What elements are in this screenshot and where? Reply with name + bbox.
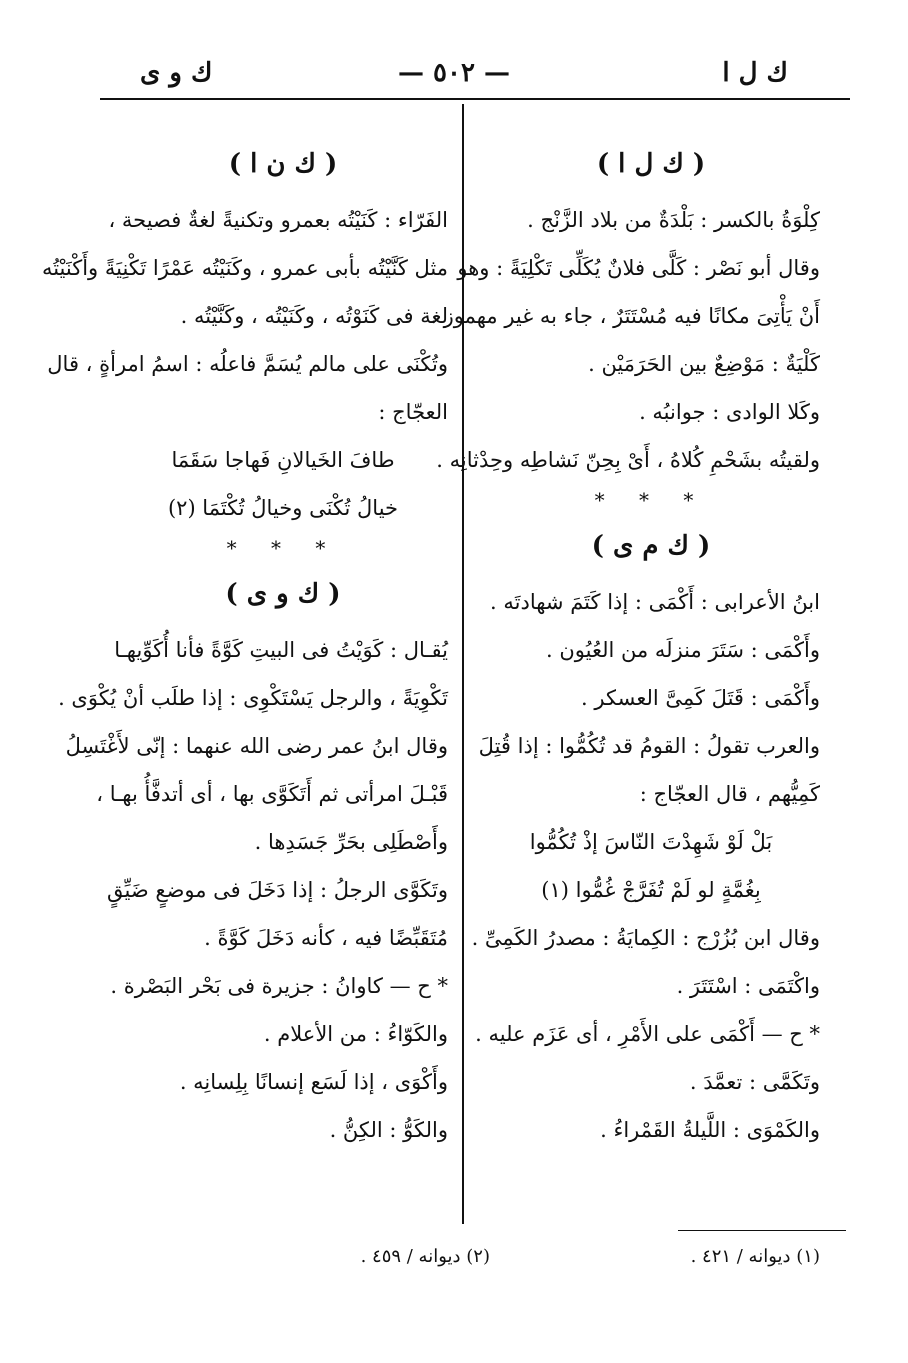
- text-line: ابنُ الأعرابى : أَكْمَى : إذا كَتَمَ شهادتَه .: [490, 590, 820, 614]
- text-line: وكَلا الوادى : جوانبُه .: [639, 400, 820, 424]
- verse-line: خيالُ تُكْنَى وخيالُ تُكْتَمَا (٢): [167, 496, 399, 520]
- text-line: لغة فى كَنَوْتُه ، وكَنَيْتُه ، وكَنَّيْتُه .: [180, 304, 448, 328]
- text-line: وقال أبو نَصْر : كَلَّى فلانٌ يُكَلِّى تَكْلِيَةً : وهو: [457, 256, 820, 280]
- section-separator: * * *: [226, 536, 340, 560]
- footnote-2: (٢) ديوانه / ٤٥٩ .: [360, 1246, 490, 1267]
- text-line: وتُكْنَى على مالم يُسَمَّ فاعلُه : اسمُ امرأةٍ ، قال: [47, 352, 448, 376]
- text-line: والعرب تقولُ : القومُ قد تُكُمُّوا : إذا قُتِلَ: [478, 734, 820, 758]
- text-line: ولقيتُه بشَحْمِ كُلاهُ ، أَىْ بِحِنّ نَشاطِه وحِدْثانِه .: [436, 448, 820, 472]
- text-line: الفَرّاء : كَنَيْتُه بعمرو وتكنيةً لغةٌ فصيحة ،: [108, 208, 448, 232]
- footnote-1: (١) ديوانه / ٤٢١ .: [690, 1246, 820, 1267]
- text-line: وتَكَمَّى : تعمَّدَ .: [689, 1070, 820, 1094]
- page-number: — ٥٠٢ —: [397, 58, 511, 88]
- running-head-left: ك و ى: [140, 58, 213, 88]
- text-line: وأَكْمَى : سَتَرَ منزلَه من العُيُون .: [546, 638, 820, 662]
- text-line: والكَوّاءُ : من الأعلام .: [263, 1022, 448, 1046]
- text-line: وقال ابن بُزُرْج : الكِمايَةُ : مصدرُ الكَمِىِّ .: [471, 926, 820, 950]
- text-line: والكَمْوَى : اللَّيلةُ القَمْراءُ .: [600, 1118, 820, 1142]
- text-line: وقال ابنُ عمر رضى الله عنهما : إنّى لأَغْتَسِلُ: [65, 734, 448, 758]
- section-title: ( ك ن ا ): [228, 149, 338, 179]
- text-line: واكْتَمَى : اسْتَتَرَ .: [676, 974, 820, 998]
- running-head-right: ك ل ا: [722, 58, 788, 88]
- right-column: [430, 130, 820, 1154]
- text-line: وأَكْوَى ، إذا لَسَع إنسانًا بِلِسانِه .: [179, 1070, 448, 1094]
- text-line: * ح — أَكْمَى على الأَمْرِ ، أى عَزَم عليه .: [475, 1022, 820, 1046]
- text-line: قَبْـلَ امرأتى ثم أَتَكَوَّى بها ، أى أتدفَّأُ بهـا ،: [96, 782, 448, 806]
- section-title: ( ك ل ا ): [596, 149, 706, 179]
- section-title: ( ك و ى ): [225, 579, 341, 609]
- text-line: مثل كَنَّيْتُه بأبى عمرو ، وكَنَيْتُه عَمْرًا تَكْنِيَةً وأَكْنَيْتُه: [41, 256, 448, 280]
- text-line: كَلْيَةٌ : مَوْضِعٌ بين الحَرَمَيْن .: [588, 352, 820, 376]
- text-line: كَمِيُّهم ، قال العجّاج :: [639, 782, 820, 806]
- verse-line: طافَ الخَيالانِ فَهاجا سَقَمَا: [171, 448, 395, 472]
- header-rule: [100, 98, 850, 100]
- text-line: العجّاج :: [378, 400, 448, 424]
- text-line: تَكْوِيَةً ، والرجل يَسْتَكْوِى : إذا طلَب أنْ يُكْوَى .: [58, 686, 448, 710]
- footnote-rule: [678, 1230, 846, 1231]
- section-title: ( ك م ى ): [591, 531, 711, 561]
- left-column: [41, 130, 448, 1154]
- text-line: * ح — كاوانُ : جزيرة فى بَحْر البَصْرة .: [110, 974, 448, 998]
- text-line: مُتَقَبِّضًا فيه ، كأنه دَخَلَ كَوَّةً .: [204, 926, 448, 950]
- text-line: وتَكَوَّى الرجلُ : إذا دَخَلَ فى موضعٍ ضَيِّقٍ: [107, 878, 448, 902]
- text-line: وأَصْطَلِى بحَرِّ جَسَدِها .: [254, 830, 448, 854]
- text-line: وأَكْمَى : قَتَلَ كَمِىَّ العسكر .: [581, 686, 820, 710]
- section-separator: * * *: [594, 488, 708, 512]
- text-line: كِلْوَةُ بالكسر : بَلْدَةٌ من بلاد الزَّنْج .: [527, 208, 820, 232]
- verse-line: بِغُمَّةٍ لو لَمْ تُفَرَّجْ غُمُّوا (١): [541, 878, 761, 902]
- text-line: يُقـال : كَوَيْتُ فى البيتِ كَوَّةً فأنا أُكَوِّيهـا: [114, 638, 448, 662]
- text-line: والكَوُّ : الكِنُّ .: [329, 1118, 448, 1142]
- verse-line: بَلْ لَوْ شَهِدْتَ النّاسَ إذْ تُكُمُّوا: [529, 830, 773, 854]
- text-line: أَنْ يَأْتِىَ مكانًا فيه مُسْتَتَرٌ ، جاء به غير مهموز .: [430, 304, 820, 328]
